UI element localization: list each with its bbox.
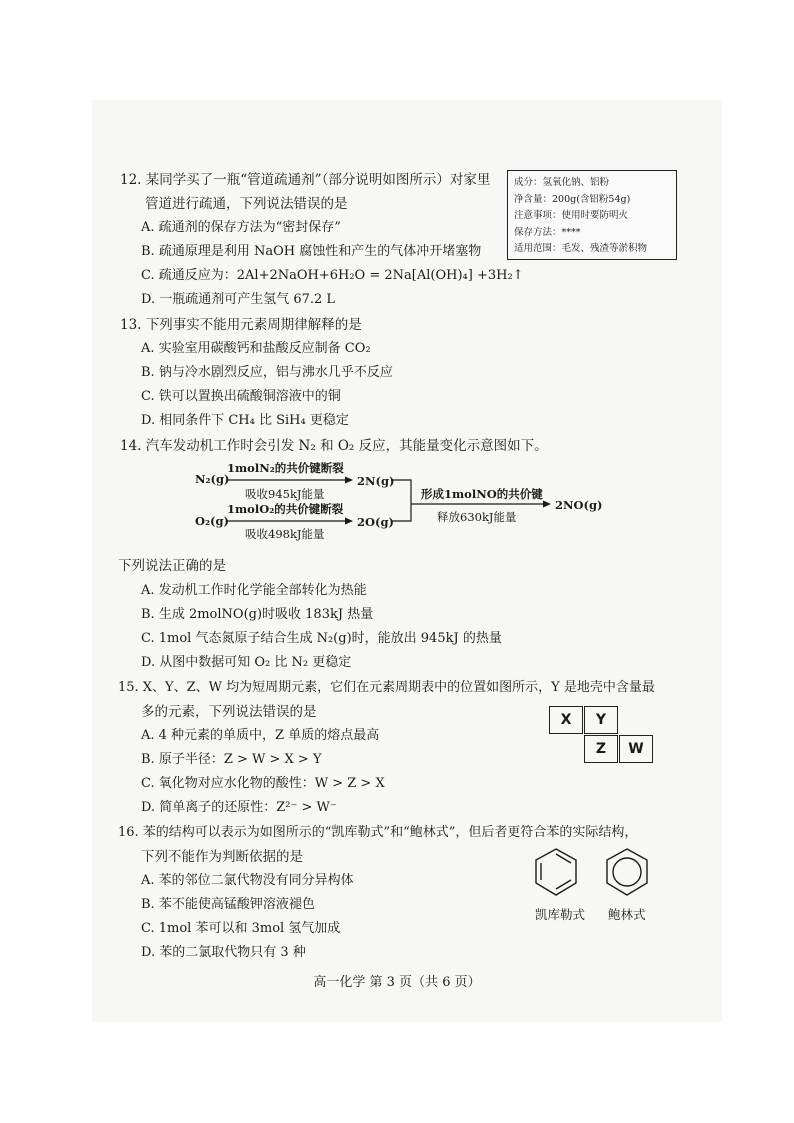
q13-option-c: C. 铁可以置换出硫酸铜溶液中的铜 xyxy=(141,389,341,404)
q14-option-a: A. 发动机工作时化学能全部转化为热能 xyxy=(141,583,367,598)
o2-reactant: O₂(g) xyxy=(195,514,229,528)
q15-option-d: D. 简单离子的还原性：Z²⁻ > W⁻ xyxy=(141,800,337,815)
n2-arrowhead xyxy=(345,477,353,484)
o-atom-product: 2O(g) xyxy=(357,515,394,529)
page-footer: 高一化学 第 3 页（共 6 页） xyxy=(313,975,481,990)
benzene-structures xyxy=(532,845,672,905)
q16-option-b: B. 苯不能使高锰酸钾溶液褪色 xyxy=(141,897,315,912)
cell-w: W xyxy=(619,735,653,763)
n2-absorb-label: 吸收945kJ能量 xyxy=(245,487,325,501)
q13-stem: 13. 下列事实不能用元素周期律解释的是 xyxy=(120,317,362,333)
q14-stem: 14. 汽车发动机工作时会引发 N₂ 和 O₂ 反应，其能量变化示意图如下。 xyxy=(120,438,548,454)
cell-z: Z xyxy=(584,735,618,763)
q13-option-b: B. 钠与冷水剧烈反应，铝与沸水几乎不反应 xyxy=(141,365,393,380)
q12-stem-line2: 管道进行疏通，下列说法错误的是 xyxy=(145,196,348,212)
label-usage: 适用范围：毛发、残渣等淤积物 xyxy=(514,243,648,254)
label-caution: 注意事项：使用时要防明火 xyxy=(514,210,629,221)
no-release-label: 释放630kJ能量 xyxy=(437,510,517,524)
q13-option-a: A. 实验室用碳酸钙和盐酸反应制备 CO₂ xyxy=(141,341,371,356)
label-ingredients: 成分：氢氧化钠、铝粉 xyxy=(514,177,610,188)
q16-stem-line2: 下列不能作为判断依据的是 xyxy=(141,849,303,865)
q16-option-a: A. 苯的邻位二氯代物没有同分异构体 xyxy=(141,873,354,888)
product-label-box xyxy=(507,170,677,260)
q15-option-c: C. 氧化物对应水化物的酸性：W > Z > X xyxy=(141,776,385,791)
label-net-content: 净含量：200g(含铝粉54g) xyxy=(514,193,631,205)
o2-absorb-label: 吸收498kJ能量 xyxy=(245,527,325,541)
q12-option-d: D. 一瓶疏通剂可产生氢气 67.2 L xyxy=(141,292,336,307)
q13-option-d: D. 相同条件下 CH₄ 比 SiH₄ 更稳定 xyxy=(141,413,349,428)
kekule-ring-icon xyxy=(536,849,576,895)
q16-option-c: C. 1mol 苯可以和 3mol 氢气加成 xyxy=(141,921,341,936)
q15-option-a: A. 4 种元素的单质中，Z 单质的熔点最高 xyxy=(141,728,380,743)
pauling-label: 鲍林式 xyxy=(608,907,646,922)
q15-stem-line2: 多的元素，下列说法错误的是 xyxy=(141,704,317,720)
q12-option-b: B. 疏通原理是利用 NaOH 腐蚀性和产生的气体冲开堵塞物 xyxy=(141,244,482,259)
q12-option-a: A. 疏通剂的保存方法为“密封保存” xyxy=(141,220,341,235)
q14-sub-stem: 下列说法正确的是 xyxy=(118,558,226,574)
q14-option-c: C. 1mol 气态氮原子结合生成 N₂(g)时，能放出 945kJ 的热量 xyxy=(141,631,502,646)
n2-break-label: 1molN₂的共价键断裂 xyxy=(227,461,344,475)
pauling-circle xyxy=(613,858,641,886)
n2-reactant: N₂(g) xyxy=(195,472,230,486)
q14-option-d: D. 从图中数据可知 O₂ 比 N₂ 更稳定 xyxy=(141,655,352,670)
no-form-label: 形成1molNO的共价键 xyxy=(421,487,543,501)
label-storage: 保存方法：**** xyxy=(514,226,581,238)
no-product: 2NO(g) xyxy=(555,498,603,512)
q15-stem-line1: 15. X、Y、Z、W 均为短周期元素，它们在元素周期表中的位置如图所示，Y 是地壳中含量最 xyxy=(118,680,655,695)
energy-diagram xyxy=(185,458,605,544)
kekule-label: 凯库勒式 xyxy=(535,907,586,922)
q12-stem-line1: 12. 某同学买了一瓶“管道疏通剂”（部分说明如图所示）对家里 xyxy=(120,172,491,188)
o2-break-label: 1molO₂的共价键断裂 xyxy=(227,502,344,516)
cell-x: X xyxy=(549,706,583,734)
cell-y: Y xyxy=(584,706,618,734)
no-arrowhead xyxy=(543,501,551,508)
q12-option-c: C. 疏通反应为：2Al+2NaOH+6H₂O = 2Na[Al(OH)₄] +3H₂↑ xyxy=(141,268,524,283)
q16-option-d: D. 苯的二氯取代物只有 3 种 xyxy=(141,945,306,960)
n-atom-product: 2N(g) xyxy=(357,474,395,488)
q15-option-b: B. 原子半径：Z > W > X > Y xyxy=(141,752,322,767)
o2-arrowhead xyxy=(345,518,353,525)
q16-stem-line1: 16. 苯的结构可以表示为如图所示的“凯库勒式”和“鲍林式”，但后者更符合苯的实际结构， xyxy=(118,825,638,840)
q14-option-b: B. 生成 2molNO(g)时吸收 183kJ 热量 xyxy=(141,607,374,622)
